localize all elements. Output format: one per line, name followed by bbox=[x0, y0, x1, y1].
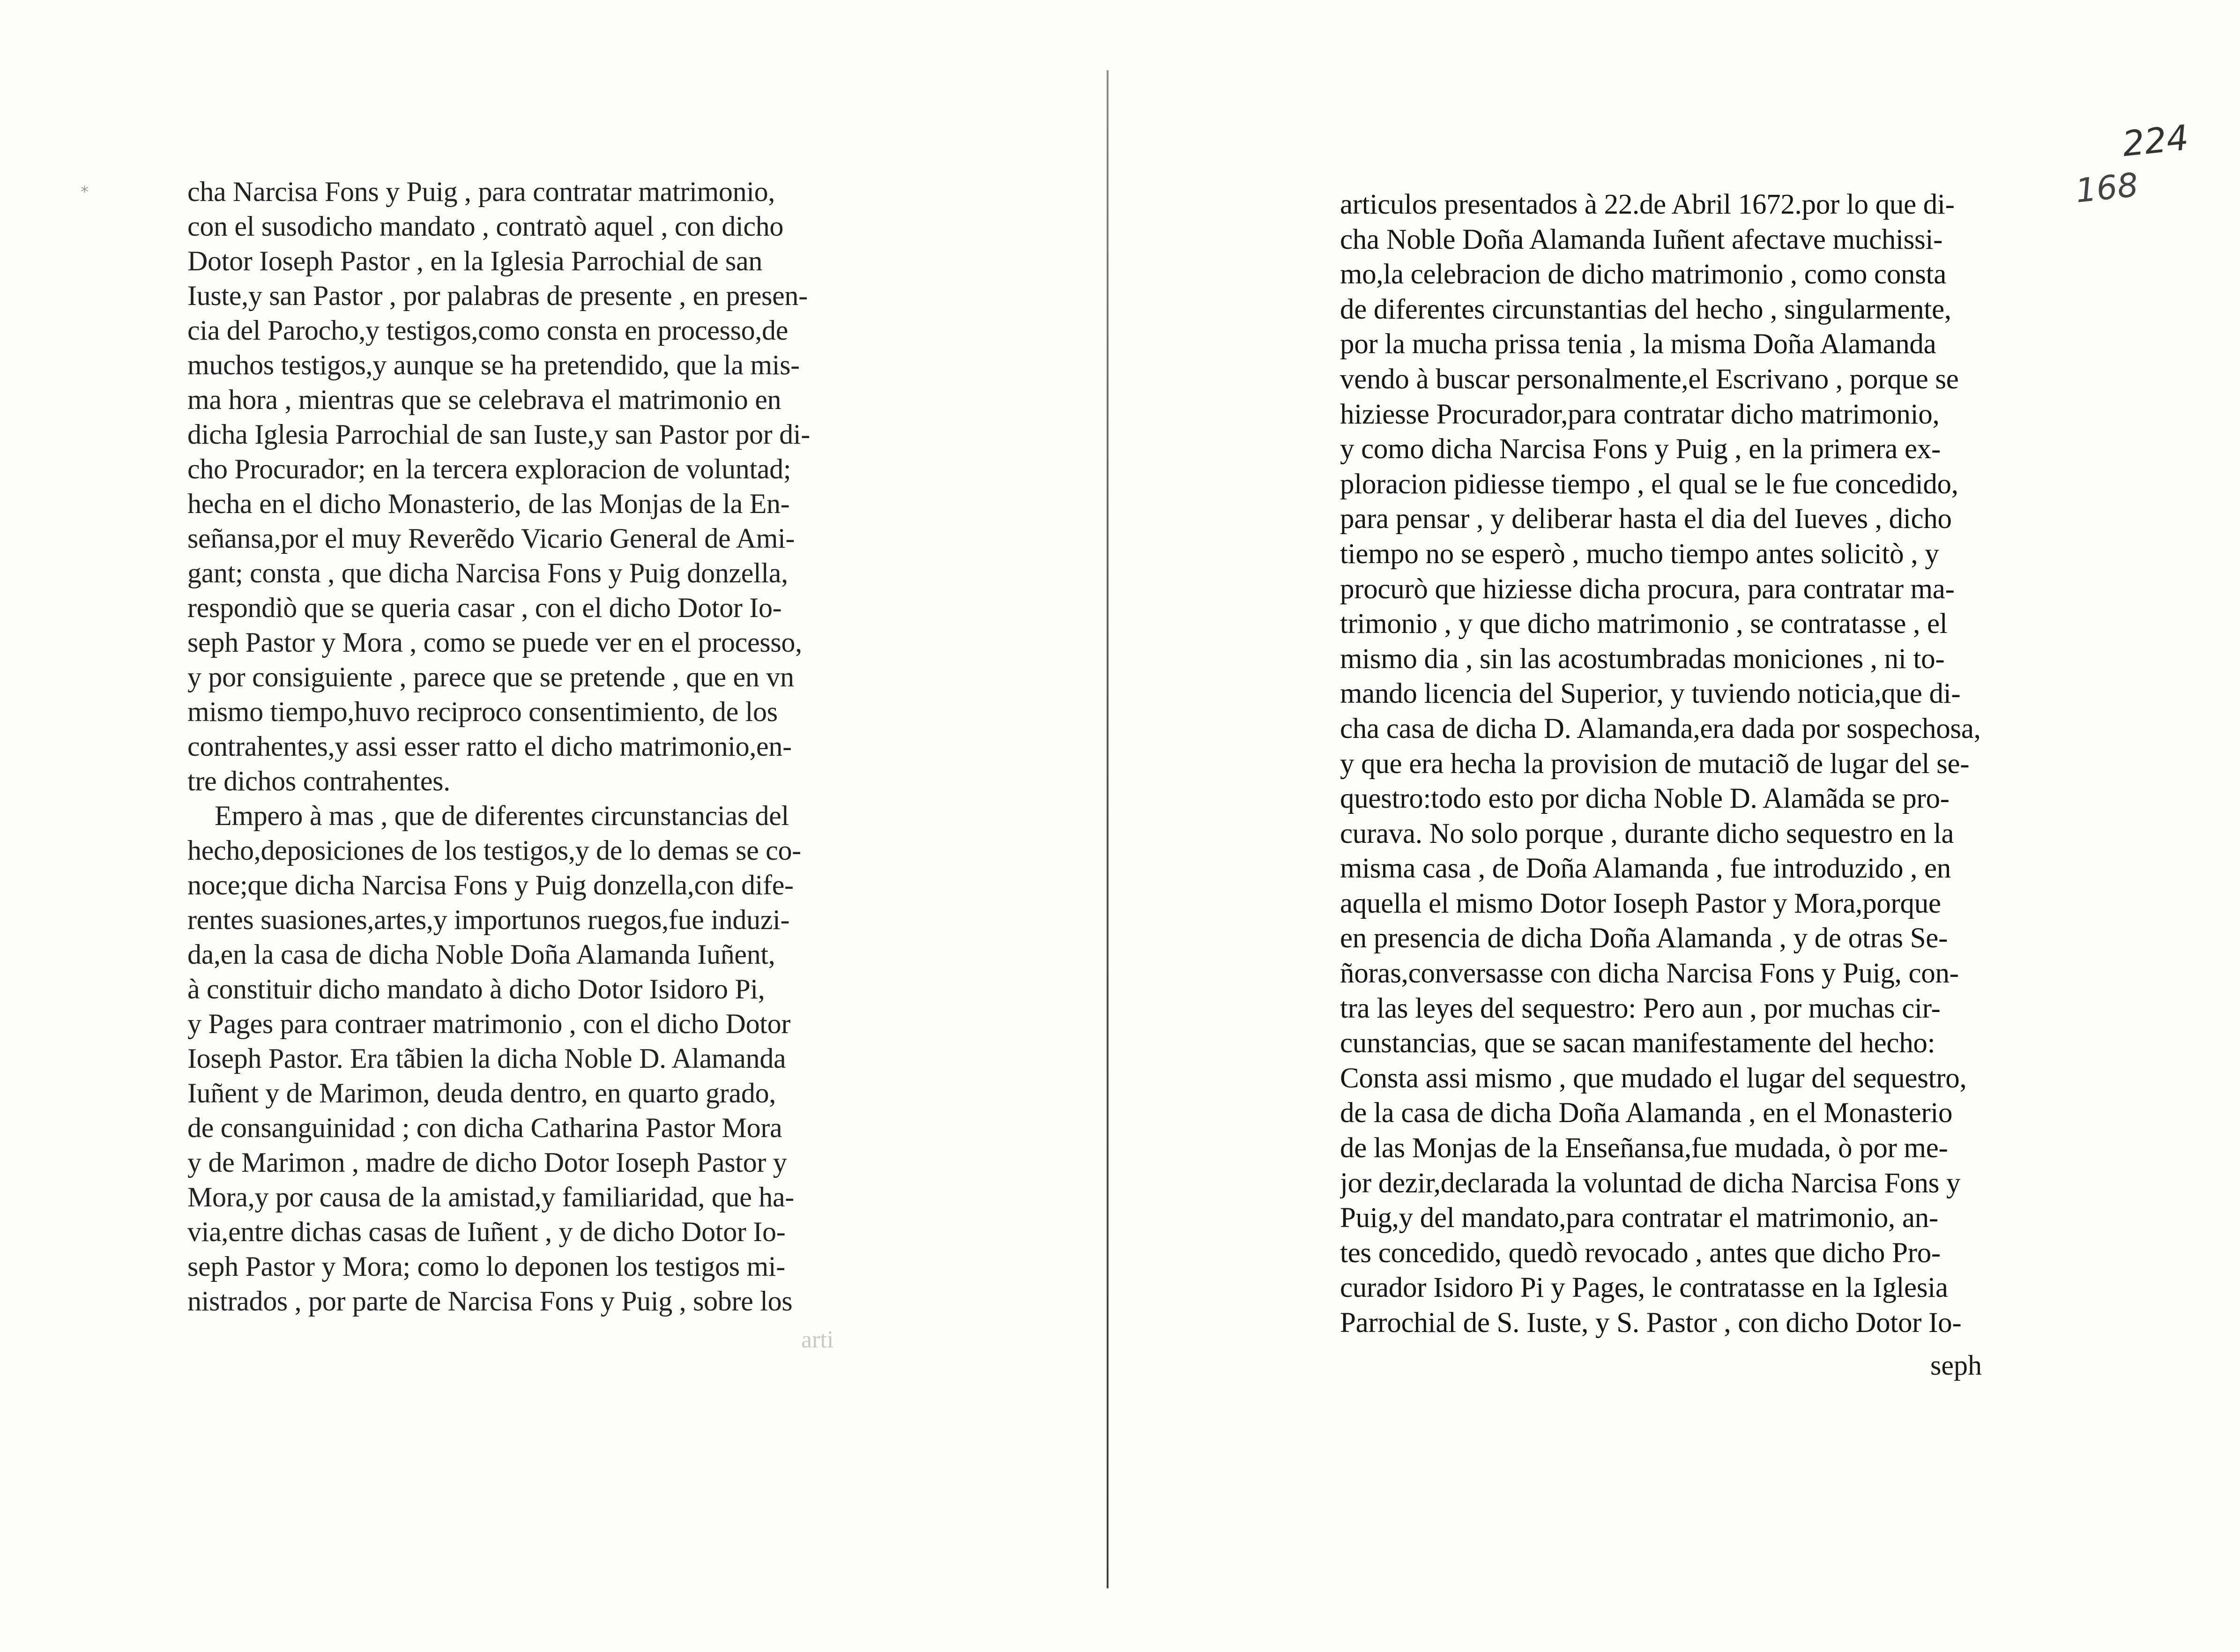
right-line: procurò que hiziesse dicha procura, para contratar ma- bbox=[1340, 573, 1955, 605]
left-line: mismo tiempo,huvo reciproco consentimiento, de los bbox=[187, 696, 778, 727]
book-gutter bbox=[1107, 70, 1109, 1588]
left-line: cha Narcisa Fons y Puig , para contratar matrimonio, bbox=[187, 176, 775, 207]
left-line: hecha en el dicho Monasterio, de las Monjas de la En- bbox=[187, 488, 790, 519]
right-line: misma casa , de Doña Alamanda , fue introduzido , en bbox=[1340, 853, 1951, 885]
right-line: Puig,y del mandato,para contratar el matrimonio, an- bbox=[1340, 1202, 1938, 1234]
right-line: curador Isidoro Pi y Pages, le contratasse en la Iglesia bbox=[1340, 1272, 1948, 1304]
left-line: cia del Parocho,y testigos,como consta en processo,de bbox=[187, 315, 789, 346]
right-line: tra las leyes del sequestro: Pero aun , por muchas cir- bbox=[1340, 992, 1941, 1024]
left-line: contrahentes,y assi esser ratto el dicho matrimonio,en- bbox=[187, 731, 792, 762]
left-line: de consanguinidad ; con dicha Catharina Pastor Mora bbox=[187, 1112, 782, 1143]
left-line: seph Pastor y Mora; como lo deponen los testigos mi- bbox=[187, 1251, 785, 1282]
right-line: ploracion pidiesse tiempo , el qual se le fue concedido, bbox=[1340, 468, 1958, 500]
left-line: nistrados , por parte de Narcisa Fons y Puig , sobre los bbox=[187, 1286, 793, 1317]
right-line: tes concedido, quedò revocado , antes que dicho Pro- bbox=[1340, 1237, 1941, 1269]
right-line: trimonio , y que dicho matrimonio , se contratasse , el bbox=[1340, 608, 1948, 640]
right-line: mismo dia , sin las acostumbradas moniciones , ni to- bbox=[1340, 643, 1945, 675]
left-line: rentes suasiones,artes,y importunos ruegos,fue induzi- bbox=[187, 904, 790, 935]
left-line: ma hora , mientras que se celebrava el matrimonio en bbox=[187, 384, 781, 415]
left-line: Iuñent y de Marimon, deuda dentro, en quarto grado, bbox=[187, 1078, 776, 1109]
right-line: aquella el mismo Dotor Ioseph Pastor y Mora,porque bbox=[1340, 887, 1941, 919]
left-line: Mora,y por causa de la amistad,y familiaridad, que ha- bbox=[187, 1182, 794, 1213]
left-line: y de Marimon , madre de dicho Dotor Ioseph Pastor y bbox=[187, 1147, 787, 1178]
right-line: y que era hecha la provision de mutaciõ de lugar del se- bbox=[1340, 748, 1970, 780]
left-line: da,en la casa de dicha Noble Doña Alamanda Iuñent, bbox=[187, 939, 775, 970]
left-line: à constituir dicho mandato à dicho Dotor Isidoro Pi, bbox=[187, 974, 765, 1005]
left-line: señansa,por el muy Reverẽdo Vicario General de Ami- bbox=[187, 523, 795, 554]
margin-mark: * bbox=[81, 183, 89, 201]
left-line: respondiò que se queria casar , con el dicho Dotor Io- bbox=[187, 592, 782, 623]
right-line: en presencia de dicha Doña Alamanda , y de otras Se- bbox=[1340, 923, 1948, 954]
left-line: con el susodicho mandato , contratò aquel , con dicho bbox=[187, 211, 784, 242]
right-line: cha Noble Doña Alamanda Iuñent afectave muchissi- bbox=[1340, 223, 1943, 255]
left-line: dicha Iglesia Parrochial de san Iuste,y san Pastor por di- bbox=[187, 419, 810, 450]
left-line: Dotor Ioseph Pastor , en la Iglesia Parrochial de san bbox=[187, 246, 763, 276]
left-line: muchos testigos,y aunque se ha pretendido, que la mis- bbox=[187, 350, 800, 380]
right-line: ñoras,conversasse con dicha Narcisa Fons y Puig, con- bbox=[1340, 958, 1959, 990]
right-line: articulos presentados à 22.de Abril 1672.por lo que di- bbox=[1340, 189, 1955, 220]
left-line: Iuste,y san Pastor , por palabras de presente , en presen- bbox=[187, 280, 808, 311]
left-line-paragraph-start: Empero à mas , que de diferentes circunstancias del bbox=[215, 800, 789, 831]
right-page-text bbox=[1340, 187, 2024, 1341]
left-page-text bbox=[187, 174, 871, 1318]
right-line: curava. No solo porque , durante dicho sequestro en la bbox=[1340, 818, 1954, 849]
left-line: y por consiguiente , parece que se pretende , que en vn bbox=[187, 662, 794, 692]
left-line: tre dichos contrahentes. bbox=[187, 766, 450, 796]
left-line: via,entre dichas casas de Iuñent , y de dicho Dotor Io- bbox=[187, 1216, 786, 1247]
right-line: mo,la celebracion de dicho matrimonio , como consta bbox=[1340, 259, 1947, 290]
left-line: gant; consta , que dicha Narcisa Fons y Puig donzella, bbox=[187, 558, 788, 588]
right-line: hiziesse Procurador,para contratar dicho matrimonio, bbox=[1340, 398, 1940, 430]
right-catchword: seph bbox=[1930, 1350, 1982, 1381]
right-line: jor dezir,declarada la voluntad de dicha Narcisa Fons y bbox=[1340, 1167, 1961, 1199]
right-line: y como dicha Narcisa Fons y Puig , en la primera ex- bbox=[1340, 433, 1941, 465]
right-line: de diferentes circunstantias del hecho , singularmente, bbox=[1340, 293, 1951, 325]
right-line: para pensar , y deliberar hasta el dia del Iueves , dicho bbox=[1340, 503, 1952, 535]
left-line: hecho,deposiciones de los testigos,y de lo demas se co- bbox=[187, 835, 801, 866]
right-line: por la mucha prissa tenia , la misma Doña Alamanda bbox=[1340, 328, 1936, 360]
right-line: questro:todo esto por dicha Noble D. Alamãda se pro- bbox=[1340, 783, 1950, 815]
right-line: Parrochial de S. Iuste, y S. Pastor , con dicho Dotor Io- bbox=[1340, 1307, 1962, 1339]
right-line: mando licencia del Superior, y tuviendo noticia,que di- bbox=[1340, 678, 1961, 710]
left-line: noce;que dicha Narcisa Fons y Puig donzella,con dife- bbox=[187, 870, 794, 900]
right-line: de la casa de dicha Doña Alamanda , en el Monasterio bbox=[1340, 1097, 1953, 1129]
right-line: tiempo no se esperò , mucho tiempo antes solicitò , y bbox=[1340, 538, 1939, 570]
right-line: vendo à buscar personalmente,el Escrivano , porque se bbox=[1340, 363, 1959, 395]
left-line: seph Pastor y Mora , como se puede ver en el processo, bbox=[187, 627, 802, 658]
folio-number-primary: 224 bbox=[2120, 117, 2191, 165]
right-line: Consta assi mismo , que mudado el lugar del sequestro, bbox=[1340, 1062, 1967, 1094]
right-line: cha casa de dicha D. Alamanda,era dada por sospechosa, bbox=[1340, 713, 1981, 744]
left-line: Ioseph Pastor. Era tãbien la dicha Noble D. Alamanda bbox=[187, 1043, 786, 1074]
left-line: y Pages para contraer matrimonio , con el dicho Dotor bbox=[187, 1008, 791, 1039]
right-line: de las Monjas de la Enseñansa,fue mudada, ò por me- bbox=[1340, 1132, 1948, 1164]
right-line: cunstancias, que se sacan manifestamente del hecho: bbox=[1340, 1027, 1935, 1059]
left-line: cho Procurador; en la tercera exploracion de voluntad; bbox=[187, 454, 791, 484]
folio-number-secondary: 168 bbox=[2074, 165, 2140, 210]
left-catchword: arti bbox=[801, 1326, 834, 1353]
